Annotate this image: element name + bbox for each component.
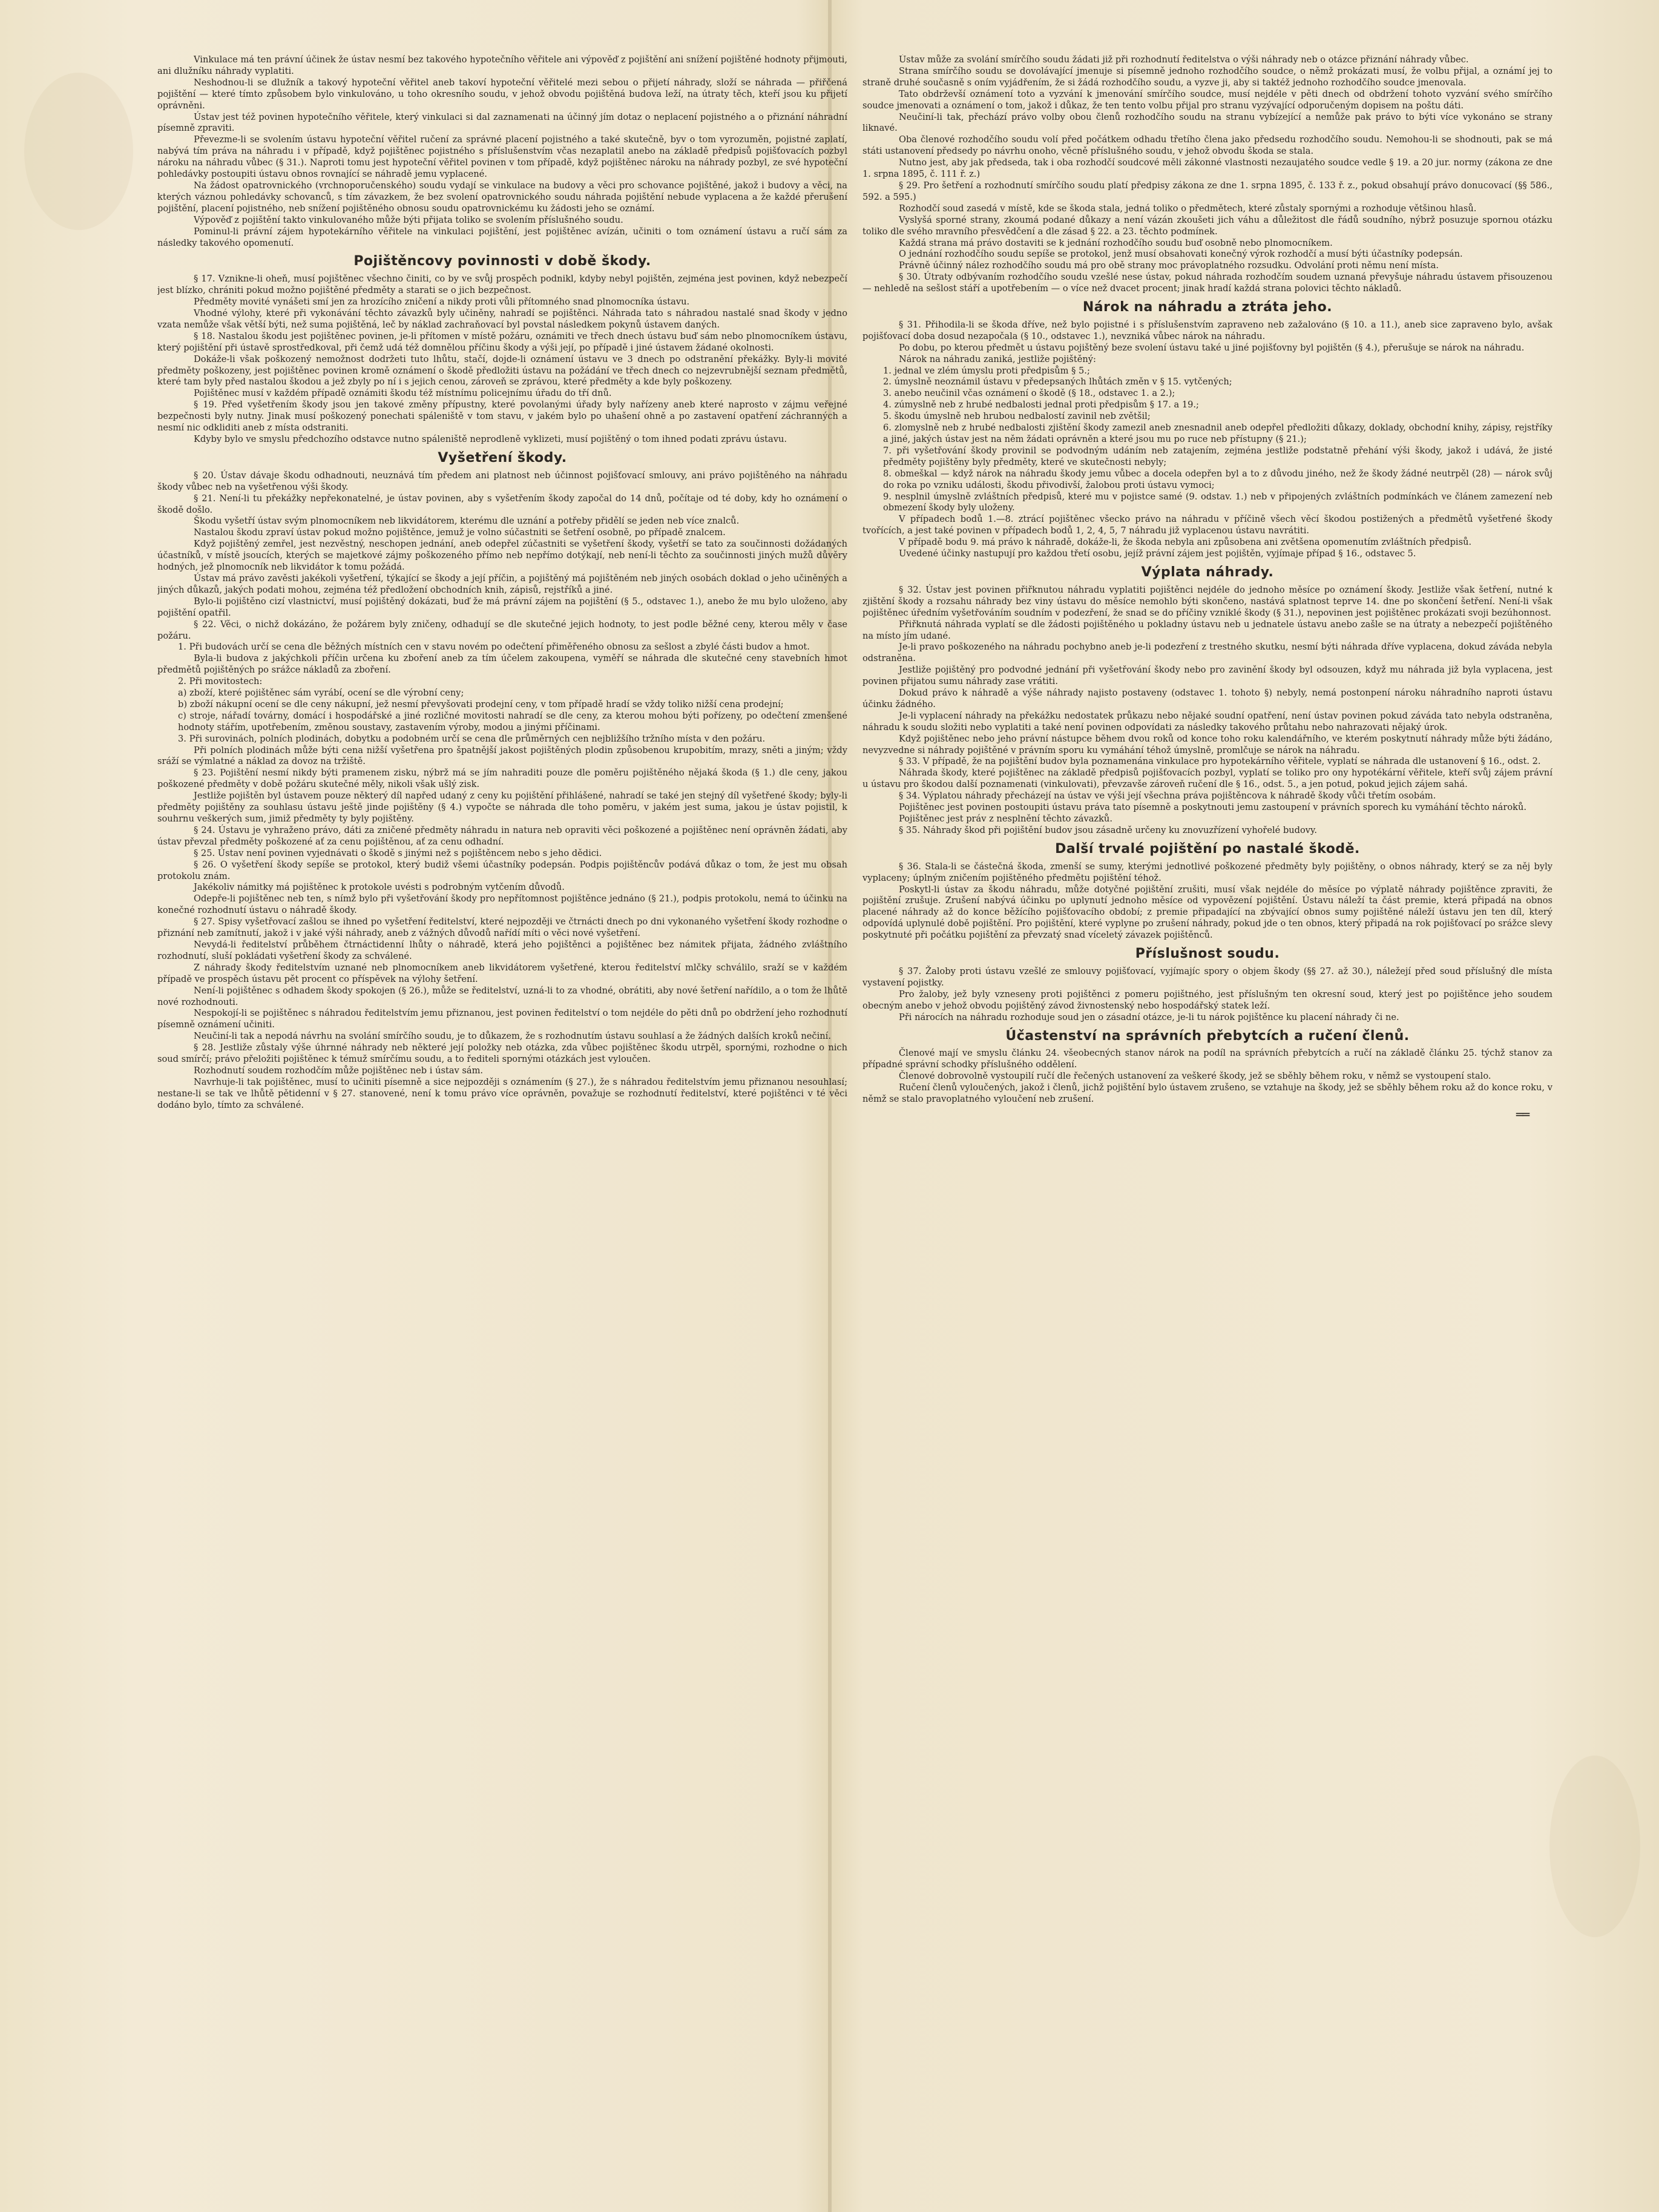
paragraph: Když pojištěnec nebo jeho právní nástupce během dvou roků od konce toho roku kalendářního, ve kterém poskytnutí náhrady může býti žádáno, nevyzvedne si náhrady pojištěné v právním sporu ku vymáhání téhož úmyslně, promlčuje se nárok na náhradu. [862,733,1552,755]
paragraph: Jestliže pojištěn byl ústavem pouze některý díl napřed udaný z ceny ku pojištění přihlášené, nahradí se také jen stejný díl vyšetřené škody; byly-li předměty pojištěny za souhlasu ústavu ještě jinde pojištěny (§ 4.) vypočte se náhrada dle toho poměru, v jakém jest suma, jakou je ústav pojistil, k souhrnu veškerých sum, jimiž předměty ty byly pojištěny. [157,791,847,824]
paragraph: § 20. Ústav dávaje škodu odhadnouti, neuznává tím předem ani platnost neb účinnost pojišťovací smlouvy, ani právo pojištěného na náhradu škody vůbec neb na vyšetřenou výši škody. [157,470,847,492]
paragraph: Uvedené účinky nastupují pro každou třetí osobu, jejíž právní zájem jest pojištěn, vyjímaje případ § 16., odstavec 5. [899,548,1416,559]
paragraph: § 37. Žaloby proti ústavu vzešlé ze smlouvy pojišťovací, vyjímajíc spory o objem škody (§§ 27. až 30.), náležejí před soud příslušný dle místa vystavení pojistky. [862,966,1552,988]
paragraph: Odepře-li pojištěnec neb ten, s nímž bylo při vyšetřování škody pro nepřítomnost pojištěnce jednáno (§ 21.), podpis protokolu, nemá to účinku na konečné rozhodnutí ústavu o náhradě škody. [157,894,847,916]
paragraph: § 32. Ústav jest povinen přiřknutou náhradu vyplatiti pojištěnci nejdéle do jednoho měsíce po oznámení škody. Jestliže však šetření, nutné k zjištění škody a rozsahu náhrady bez viny ústavu do měsíce nemohlo býti skončeno, nastává splatnost teprve 14. dne po skončení šetření. Není-li však pojištěnec úředním vyšetřováním soudním v podezření, že snad se do příčiny vzniklé škody (§ 31.), nepovinen jest pojištěnec prokázati svoji bezúhonnost. [862,584,1552,618]
paragraph: § 22. Věci, o nichž dokázáno, že požárem byly zničeny, odhadují se dle skutečné jejich hodnoty, to jest podle běžné ceny, kterou měly v čase požáru. [157,619,847,641]
paragraph: Pojištěnec jest povinen postoupiti ústavu práva tato písemně a poskytnouti jemu zastoupení v právních sporech ku vymáhání těchto nároků. [899,802,1527,813]
paragraph: Pojištěnec musí v každém případě oznámiti škodu též místnímu policejnímu úřadu do tří dnů. [194,388,612,399]
paragraph: Rozhodčí soud zasedá v místě, kde se škoda stala, jedná toliko o předmětech, které zůstaly spornými a rozhoduje většinou hlasů. [899,203,1477,214]
paragraph: 3. anebo neučinil včas oznámení o škodě (§ 18., odstavec 1. a 2.); [883,388,1175,399]
paragraph: Ústav jest též povinen hypotečního věřitele, který vinkulaci si dal zaznamenati na účinný jím dotaz o neplacení pojistného a o přiznání náhradní písemně zpraviti. [157,111,847,134]
paragraph: Nevydá-li ředitelství průběhem čtrnáctidenní lhůty o náhradě, která jeho pojištěnci a pojištěnec bez námitek přijata, žádného zvláštního rozhodnutí, sluší pokládati vyšetření škody za schválené. [157,939,847,961]
paragraph: a) zboží, které pojištěnec sám vyrábí, ocení se dle výrobní ceny; [178,688,464,699]
paragraph: Pojištěnec jest práv z nesplnění těchto závazků. [899,814,1112,824]
paragraph: § 27. Spisy vyšetřovací zašlou se ihned po vyšetření ředitelství, které nejpozději ve čtrnácti dnech po dni vykonaného vyšetření škody rozhodne o přiznání neb zamítnutí, jakož i v jaké výši náhrady, aneb z vážných důvodů nařídí míti o věci nové vyšetření. [157,917,847,939]
right-block-5 [862,966,1552,1024]
paragraph: Poskytl-li ústav za škodu náhradu, může dotyčné pojištění zrušiti, musí však nejdéle do měsíce po výplatě náhrady pojištěnce zpraviti, že pojištění zrušuje. Zrušení nabývá účinku po uplynutí jednoho měsíce od vypovězení pojištění. Ústavu náleží ta část premie, která připadá na obnos placené náhrady až do konce běžícího pojišťovacího období; z premie připadající na zbývající obnos sumy pojištěné náleží ústavu jen ten díl, který odpovídá uplynulé době pojištění. Pro pojištění, které vyplyne po zrušení náhrady, pokud jde o ten obnos, který připadá na rok pojišťovací po srážce slevy poskytnuté při počátku pojištění za převzatý snad víceletý závazek pojištěnců. [862,884,1552,941]
paragraph: § 25. Ústav není povinen vyjednávati o škodě s jinými než s pojištěncem nebo s jeho dědici. [194,848,602,858]
paragraph: V případech bodů 1.—8. ztrácí pojištěnec všecko právo na náhradu v příčině všech věcí škodou postižených a předmětů vyšetřené škody tvořících, a jest také povinen v případech bodů 1, 2, 4, 5, 7 náhradu již vyplacenou ústavu navrátiti. [862,514,1552,536]
section-heading-claim-and-loss: Nárok na náhradu a ztráta jeho. [1082,300,1333,315]
paragraph: § 29. Pro šetření a rozhodnutí smírčího soudu platí předpisy zákona ze dne 1. srpna 1895, č. 133 ř. z., pokud obsahují právo donucovací (§§ 586., 592. a 595.) [862,180,1552,202]
paragraph: Neučiní-li tak, přechází právo volby obou členů rozhodčího soudu na stranu vybízející a nemůže pak právo to býti více vykonáno se strany liknavé. [862,111,1552,134]
paragraph: § 17. Vznikne-li oheň, musí pojištěnec všechno činiti, co by ve svůj prospěch podnikl, kdyby nebyl pojištěn, zejména jest povinen, když nebezpečí jest blízko, chrániti pokud možno pojištěné předměty a starati se o jich bezpečnost. [157,274,847,296]
paragraph: Když pojištěný zemřel, jest nezvěstný, neschopen jednání, aneb odepřel zúčastniti se vyšetření škody, vyšetří se tato za součinnosti dožádaných účastníků, v místě jsoucích, kterých se majetkové zájmy poškozeného přímo neb nepřímo dotýkají, neb není-li těchto za součinnosti jiných mužů důvěry hodných, jež plnomocník neb likvidátor k tomu požádá. [157,539,847,573]
paragraph: Pominul-li právní zájem hypotekárního věřitele na vinkulaci pojištění, jest pojištěnec avízán, učiniti o tom oznámení ústavu a ručí sám za následky takového opomenutí. [157,226,847,248]
paragraph: § 36. Stala-li se částečná škoda, zmenší se sumy, kterými jednotlivé poškozené předměty byly pojištěny, o obnos náhrady, který se za něj byly vyplaceny; úplným zničením pojištěného předmětu pojištění téhož. [862,861,1552,883]
paragraph: 9. nesplnil úmyslně zvláštních předpisů, které mu v pojistce samé (9. odstav. 1.) neb v připojených zvláštních podmínkách ve článem zamezení neb obmezení škody byly uloženy. [883,491,1552,513]
paragraph: Vhodné výlohy, které při vykonávání těchto závazků byly učiněny, nahradí se pojištěnci. Náhrada tato s náhradou nastalé snad škody v jedno vzata nemůže však větší býti, než suma pojištěná, leč by náklad zachraňovací byl povstal následkem pokynů ústavem daných. [157,308,847,330]
paragraph: Navrhuje-li tak pojištěnec, musí to učiniti písemně a sice nejpozději s oznámením (§ 27.), že s náhradou ředitelstvím jemu přiznanou nesouhlasí; nestane-li se tak ve lhůtě pětidenní v § 27. stanovené, není k tomu právo více oprávněn, považuje se rozhodnutí ředitelství, které pojištěnci v té věci dodáno bylo, tímto za schválené. [157,1076,847,1110]
paragraph: 1. jednal ve zlém úmyslu proti předpisům § 5.; [883,365,1090,376]
left-block-2 [157,274,847,446]
paragraph: Neshodnou-li se dlužník a takový hypoteční věřitel aneb takoví hypoteční věřitelé mezi sebou o přijetí náhrady, složí se náhrada — přiřčená pojištění — které tímto způsobem bylo vinkulováno, u toho okresního soudu, v jehož obvodu pojištěná budova leží, na útraty těch, kteří jsou ku přijetí oprávněni. [157,77,847,111]
paragraph: Členové dobrovolně vystoupilí ručí dle řečených ustanovení za veškeré škody, jež se sběhly během roku, v němž se vystoupení stalo. [899,1071,1491,1082]
paragraph: Nespokojí-li se pojištěnec s náhradou ředitelstvím jemu přiznanou, jest povinen ředitelství o tom nejdéle do pěti dnů po obdržení jeho rozhodnutí písemně oznámení učiniti. [157,1008,847,1030]
paragraph: Je-li vyplacení náhrady na překážku nedostatek průkazu nebo nějaké soudní opatření, není ústav povinen pokud záváda tato nebyla odstraněna, náhradu k soudu složiti nebo vyplatiti a také není povinen odpovídati za následky takového průtahu nebo nahrazovati nějaký úrok. [862,710,1552,732]
paragraph: Přiřknutá náhrada vyplatí se dle žádosti pojištěného u pokladny ústavu neb u jednatele ústavu anebo zašle se na útraty a nebezpečí pojištěného na místo jím udané. [862,619,1552,641]
paragraph: Z náhrady škody ředitelstvím uznané neb plnomocníkem aneb likvidátorem vyšetřené, kterou ředitelství mlčky schválilo, sraží se v každém případě ve prospěch ústavu pět procent co příspěvek na výlohy šetření. [157,962,847,984]
paragraph: Nutno jest, aby jak předseda, tak i oba rozhodčí soudcové měli zákonné vlastnosti nezaujatého soudce vedle § 19. a 20 jur. normy (zákona ze dne 1. srpna 1895, č. 111 ř. z.) [862,157,1552,180]
paragraph: § 21. Není-li tu překážky nepřekonatelné, je ústav povinen, aby s vyšetřením škody započal do 14 dnů, počítaje od té doby, kdy ho oznámení o škodě došlo. [157,493,847,515]
paragraph: Jakékoliv námitky má pojištěnec k protokole uvésti s podrobným vytčením důvodů. [194,882,565,893]
end-mark: ══ [1516,1107,1528,1122]
paragraph: § 18. Nastalou škodu jest pojištěnec povinen, je-li přítomen v místě požáru, oznámiti ve třech dnech ústavu buď sám nebo plnomocníkem ústavu, který pojištění při ústavě sprostředkoval, při čemž udá též domnělou příčinu škody a výši její, po případě i jiné ústavem žádané okolnosti. [157,331,847,353]
paragraph: § 19. Před vyšetřením škody jsou jen takové změny přípustny, které povolanými úřady byly nařízeny aneb které naprosto v zájmu veřejné bezpečnosti byly nutny. Jinak musí poškozený ponechati spáleniště v tom stavu, v jakém bylo po uhašení ohně a po zastavení opatření záchranných a nesmí nic odkliditi aneb z místa odstraniti. [157,400,847,433]
paragraph: Výpověď z pojištění takto vinkulovaného může býti přijata toliko se svolením příslušného soudu. [194,214,623,225]
paragraph: 1. Při budovách určí se cena dle běžných místních cen v stavu novém po odečtení přiměřeného obnosu za sešlost a zbylé části budov a hmot. [178,642,810,653]
paragraph: § 26. O vyšetření škody sepíše se protokol, který budiž všemi účastníky podepsán. Podpis pojištěncův podává důkaz o tom, že jest mu obsah protokolu znám. [157,859,847,881]
paper-stain [24,73,133,230]
right-block-6 [862,1048,1552,1105]
paragraph: § 31. Přihodila-li se škoda dříve, než bylo pojistné i s příslušenstvím zapraveno neb zažalováno (§ 10. a 11.), aneb sice zapraveno bylo, avšak pojišťovací doba dosud nezapočala (§ 10., odstavec 1.), nevzniká vůbec nárok na náhradu. [862,319,1552,341]
right-block-2 [862,320,1552,560]
paragraph: V případě bodu 9. má právo k náhradě, dokáže-li, že škoda nebyla ani způsobena ani zvětšena opomenutím zvláštních předpisů. [899,537,1472,548]
paragraph: § 24. Ústavu je vyhraženo právo, dáti za zničené předměty náhradu in natura neb opraviti věci poškozené a pojištěnec není oprávněn žádati, aby ústav převzal předměty poškozené ať za cenu pojištěnou, ať za cenu odhadní. [157,825,847,847]
paragraph: § 23. Pojištění nesmí nikdy býti pramenem zisku, nýbrž má se jím nahraditi pouze dle poměru pojištěného nějaká škoda (§ 1.) dle ceny, jakou poškozené předměty v době požáru skutečné měly, nikoli však ušlý zisk. [157,768,847,790]
paragraph: Nárok na náhradu zaniká, jestliže pojištěný: [899,354,1096,364]
paragraph: Bylo-li pojištěno cizí vlastnictví, musí pojištěný dokázati, buď že má právní zájem na pojištění (§ 5., odstavec 1.), anebo že mu bylo uloženo, aby pojištění opatřil. [157,596,847,618]
paragraph: Ústav má právo zavěsti jakékoli vyšetření, týkající se škody a její příčin, a pojištěný má pojištěném neb jiných osobách doklad o jeho učiněných a jiných důkazů, jakých podati mohou, zejména též předložení obchodních knih, zápisů, rejstříků a jiné. [157,573,847,595]
paragraph: 7. při vyšetřování škody provinil se podvodným udáním neb zatajením, zejména jestliže podstatně přehání výši škody, jakož i udává, že jisté předměty pojištěny byly předměty, které ve skutečnosti nebyly; [883,445,1552,467]
paragraph: Rozhodnutí soudem rozhodčím může pojištěnec neb i ústav sám. [194,1065,484,1076]
paragraph: Náhrada škody, které pojištěnec na základě předpisů pojišťovacích pozbyl, vyplatí se toliko pro ony hypotékární věřitele, kteří svůj zájem právní u ústavu pro škodou další poznamenati (vinkulovati), převzavše zároveň ručení dle § 16., odst. 5., a jen potud, pokud jejich zájem sahá. [862,768,1552,790]
paragraph: § 30. Útraty odbývaním rozhodčího soudu vzešlé nese ústav, pokud náhrada rozhodčím soudem uznaná převyšuje náhradu ústavem přisouzenou — nehledě na sešlost stáří a upotřebením — o více než dvacet procent; jinak hradí každá strana polovici těchto nákladů. [862,272,1552,294]
section-heading-damage-investigation: Vyšetření škody. [438,450,567,466]
paragraph: Oba členové rozhodčího soudu volí před počátkem odhadu třetího člena jako předsedu rozhodčího soudu. Nemohou-li se shodnouti, pak se má státi ustanovení předsedy po návrhu onoho, věcně příslušného soudu, v jehož obvodu škoda se stala. [862,134,1552,157]
paragraph: Při polních plodinách může býti cena nižší vyšetřena pro špatnější jakost pojištěných plodin způsobenou krupobitím, mrazy, sněti a jiným; vždy sráží se výmlatné a náklad za dovoz na tržiště. [157,745,847,767]
paragraph: § 35. Náhrady škod při pojištění budov jsou zásadně určeny ku znovuzřízení vyhořelé budovy. [899,825,1318,835]
right-block-1 [862,54,1552,295]
paragraph: Předměty movité vynášeti smí jen za hrozícího zničení a nikdy proti vůli přítomného snad plnomocníka ústavu. [194,297,690,308]
right-column [862,54,1552,2185]
paragraph: 8. obmeškal — když nárok na náhradu škody jemu vůbec a docela odepřen byl a to z důvodu jiného, než že škody žádné neutrpěl (28) — nárok svůj do roka po vzniku události, škodu přivodivší, žalobou proti ústavu vymoci; [883,468,1552,490]
paper-stain [1549,1756,1640,1937]
section-heading-insured-duties: Pojištěncovy povinnosti v době škody. [353,254,651,269]
right-block-4 [862,861,1552,941]
paragraph: Ústav může za svolání smírčího soudu žádati již při rozhodnutí ředitelstva o výši náhrady neb o otázce přiznání náhrady vůbec. [899,54,1469,65]
section-heading-surplus-and-liability: Účastenství na správních přebytcích a ručení členů. [1005,1028,1410,1044]
paragraph: Strana smírčího soudu se dovolávající jmenuje si písemně jednoho rozhodčího soudce, o němž prokázati musí, že volbu přijal, a oznámí jej to straně druhé současně s oním vyjádřením, že si žádá rozhodčího soudu, a vyzve ji, aby si taktéž jednoho rozhodčího soudce jmenovala. [862,65,1552,88]
section-heading-payment: Výplata náhrady. [1141,564,1274,580]
paragraph: Členové mají ve smyslu článku 24. všeobecných stanov nárok na podíl na správních přebytcích a ručí na základě článku 25. týchž stanov za případné správní schodky příslušného oddělení. [862,1048,1552,1070]
left-block-1 [157,54,847,249]
paragraph: § 33. V případě, že na pojištění budov byla poznamenána vinkulace pro hypotekárního věřitele, vyplatí se náhrada dle ustanovení § 16., odst. 2. [899,756,1541,767]
paragraph: Právně účinný nález rozhodčího soudu má pro obě strany moc právoplatného rozsudku. Odvolání proti němu není místa. [899,260,1439,271]
paragraph: Každá strana má právo dostaviti se k jednání rozhodčího soudu buď osobně nebo plnomocníkem. [899,237,1333,248]
section-heading-continued-insurance: Další trvalé pojištění po nastalé škodě. [1055,841,1360,857]
paragraph: c) stroje, nářadí továrny, domácí i hospodářské a jiné rozličné movitosti nahradí se dle ceny, za kterou mohou býti pořízeny, po odečtení zmenšené hodnoty stářím, upotřebením, změnou soustavy, zastavením výroby, modou a jinými příčinami. [178,710,847,732]
paragraph: Převezme-li se svolením ústavu hypoteční věřitel ručení za správné placení pojistného a také skutečně, byv o tom vyrozuměn, pojistné zaplatí, nabývá tím práva na náhradu i v případě, když pojištěnec pojistného s příslušenstvím včas nezaplatil anebo na základě předpisů pojišťovacích pozbyl nároku na náhradu vůbec (§ 31.). Naproti tomu jest hypoteční věřitel povinen v tom případě, když pojištěnec nároku na náhrady pozbyl, ze své hypoteční pohledávky postoupiti ústavu obnos rovnající se náhradě jemu vyplacené. [157,134,847,180]
paragraph: 4. zúmyslně neb z hrubé nedbalosti jednal proti předpisům § 17. a 19.; [883,400,1199,410]
paragraph: O jednání rozhodčího soudu sepíše se protokol, jenž musí obsahovati konečný výrok rozhodčí a musí býti účastníky podepsán. [899,249,1463,260]
right-block-3 [862,585,1552,837]
paragraph: 5. škodu úmyslně neb hrubou nedbalostí zavinil neb zvětšil; [883,411,1151,422]
paragraph: § 28. Jestliže zůstaly výše úhrnné náhrady neb některé její položky neb otázka, zda vůbec pojištěnec škodu utrpěl, spornými, rozhodne o nich soud smírčí; právo přeložiti pojištěnec k témuž smírčímu soudu, a to řediteli spornými otázkách jest vyloučen. [157,1042,847,1065]
left-column [157,54,847,2185]
paragraph: Byla-li budova z jakýchkoli příčin určena ku zboření aneb za tím účelem zakoupena, vyměří se náhrada dle skutečné ceny stavebních hmot předmětů pojištěných po srážce nákladů za zboření. [157,653,847,676]
paragraph: Vinkulace má ten právní účinek že ústav nesmí bez takového hypotečního věřitele ani výpověď z pojištění ani snížení pojištěné hodnoty přijmouti, ani dlužníku náhrady vyplatiti. [157,54,847,76]
paragraph: Na žádost opatrovnického (vrchnoporučenského) soudu vydají se vinkulace na budovy a věci pro schovance pojištěné, jakož i budovy a věci, na kterých váznou pohledávky schovanců, s tím závazkem, že bez svolení opatrovnického soudu náhrada pojištění nebude vyplacena a že každé přerušení pojištění, placení pojistného, neb snížení pojištěného obnosu soudu opatrovnickému ku žádosti jeho se oznámí. [157,180,847,214]
paragraph: Ručení členů vyloučených, jakož i členů, jichž pojištění bylo ústavem zrušeno, se vztahuje na škody, jež se sběhly během roku až do konce roku, v němž se stalo pravoplatného vyloučení neb zrušení. [862,1082,1552,1105]
paragraph: Dokáže-li však poškozený nemožnost dodržeti tuto lhůtu, stačí, dojde-li oznámení ústavu ve 3 dnech po odstranění překážky. Byly-li movité předměty poškozeny, jest pojištěnec povinen kromě oznámení o škodě předložiti ústavu na požádání ve třech dnech co nejzevrubnější seznam předmětů, které tam byly před nastalou škodou a jež zbyly po ní i s jejich cenou, zároveň se zprávou, které předměty a kde byly poškozeny. [157,354,847,387]
paragraph: Škodu vyšetří ústav svým plnomocníkem neb likvidátorem, kterému dle uznání a potřeby přidělí se jeden neb více znalců. [194,516,740,527]
paragraph: 3. Při surovinách, polních plodinách, dobytku a podobném určí se cena dle průměrných cen nejbližšího tržního místa v den požáru. [178,733,766,744]
paragraph: 6. zlomyslně neb z hrubé nedbalosti zjištění škody zamezil aneb znesnadnil aneb odepřel předložiti důkazy, doklady, obchodní knihy, zápisy, rejstříky a jiné, jakých ústav jest na něm žádati oprávněn a které jsou mu po ruce neb přístupny (§ 21.); [883,423,1552,444]
paragraph: Neučiní-li tak a nepodá návrhu na svolání smírčího soudu, je to důkazem, že s rozhodnutím ústavu souhlasí a že žádných dalších kroků nečiní. [194,1031,831,1042]
paragraph: Vyslyšá sporné strany, zkoumá podané důkazy a není vázán zkoušeti jich váhu a důležitost dle řádů soudního, nýbrž posuzuje spornou otázku toliko dle svého mravního přesvědčení a dle zásad § 22. a 23. těchto podmínek. [862,214,1552,237]
paragraph: Tato obdrževší oznámení toto a vyzvání k jmenování smírčího soudce, musí nejdéle v pěti dnech od obdržení tohoto vyzvání svého smírčího soudce jmenovati a oznámení o tom, jakož i důkaz, že ten tento volbu přijal pro stranu vyzývající odporučeným dopisem na poštu dáti. [862,88,1552,111]
paragraph: b) zboží nákupní ocení se dle ceny nákupní, jež nesmí převyšovati prodejní ceny, v tom případě hradí se vždy toliko nižší cena prodejní; [178,699,784,709]
paragraph: Pro žaloby, jež byly vzneseny proti pojištěnci z pomeru pojištného, jest příslušným ten okresní soud, který jest po pojištěnce jeho soudem obecným anebo v jehož obvodu pojištěný závod živnostenský nebo hospodářský statek leží. [862,989,1552,1011]
paragraph: Dokud právo k náhradě a výše náhrady najisto postaveny (odstavec 1. tohoto §) nebyly, nemá postonpení nároku náhradního naproti ústavu účinku žádného. [862,688,1552,709]
left-block-3 [157,470,847,1111]
paragraph: § 34. Výplatou náhrady přecházejí na ústav ve výši její všechna práva pojištěncova k náhradě škody vůči třetím osobám. [899,791,1436,802]
paragraph: Při nárocích na náhradu rozhoduje soud jen o zásadní otázce, je-li tu nárok pojištěnce ku placení náhrady či ne. [899,1012,1399,1022]
paragraph: 2. Při movitostech: [178,676,263,687]
paragraph: Nastalou škodu zpraví ústav pokud možno pojištěnce, jemuž je volno súčastniti se šetření osobně, po případě znalcem. [194,527,726,538]
paragraph: Je-li pravo poškozeného na náhradu pochybno aneb je-li podezření z trestného skutku, nesmí býti náhrada dříve vyplacena, dokud záváda nebyla odstraněna. [862,642,1552,664]
paragraph: Kdyby bylo ve smyslu předchozího odstavce nutno spáleniště neprodleně vyklizeti, musí pojištěný o tom ihned podati zprávu ústavu. [194,434,787,444]
paragraph: Není-li pojištěnec s odhadem škody spokojen (§ 26.), může se ředitelství, uzná-li to za vhodné, obrátiti, aby nové šetření nařídilo, a o tom že lhůtě nové rozhodnouti. [157,985,847,1007]
paragraph: Jestliže pojištěný pro podvodné jednání při vyšetřování škody nebo pro zavinění škody byl odsouzen, když mu náhrada již byla vyplacena, jest povinen přijatou sumu náhrady zase vrátiti. [862,665,1552,687]
section-heading-jurisdiction: Příslušnost soudu. [1135,946,1280,962]
paragraph: Po dobu, po kterou předmět u ústavu pojištěný beze svolení ústavu také u jiné pojišťovny byl pojištěn (§ 4.), přerušuje se nárok na náhradu. [899,342,1525,353]
paragraph: 2. úmyslně neoznámil ústavu v předepsaných lhůtách změn v § 15. vytčených; [883,377,1232,387]
